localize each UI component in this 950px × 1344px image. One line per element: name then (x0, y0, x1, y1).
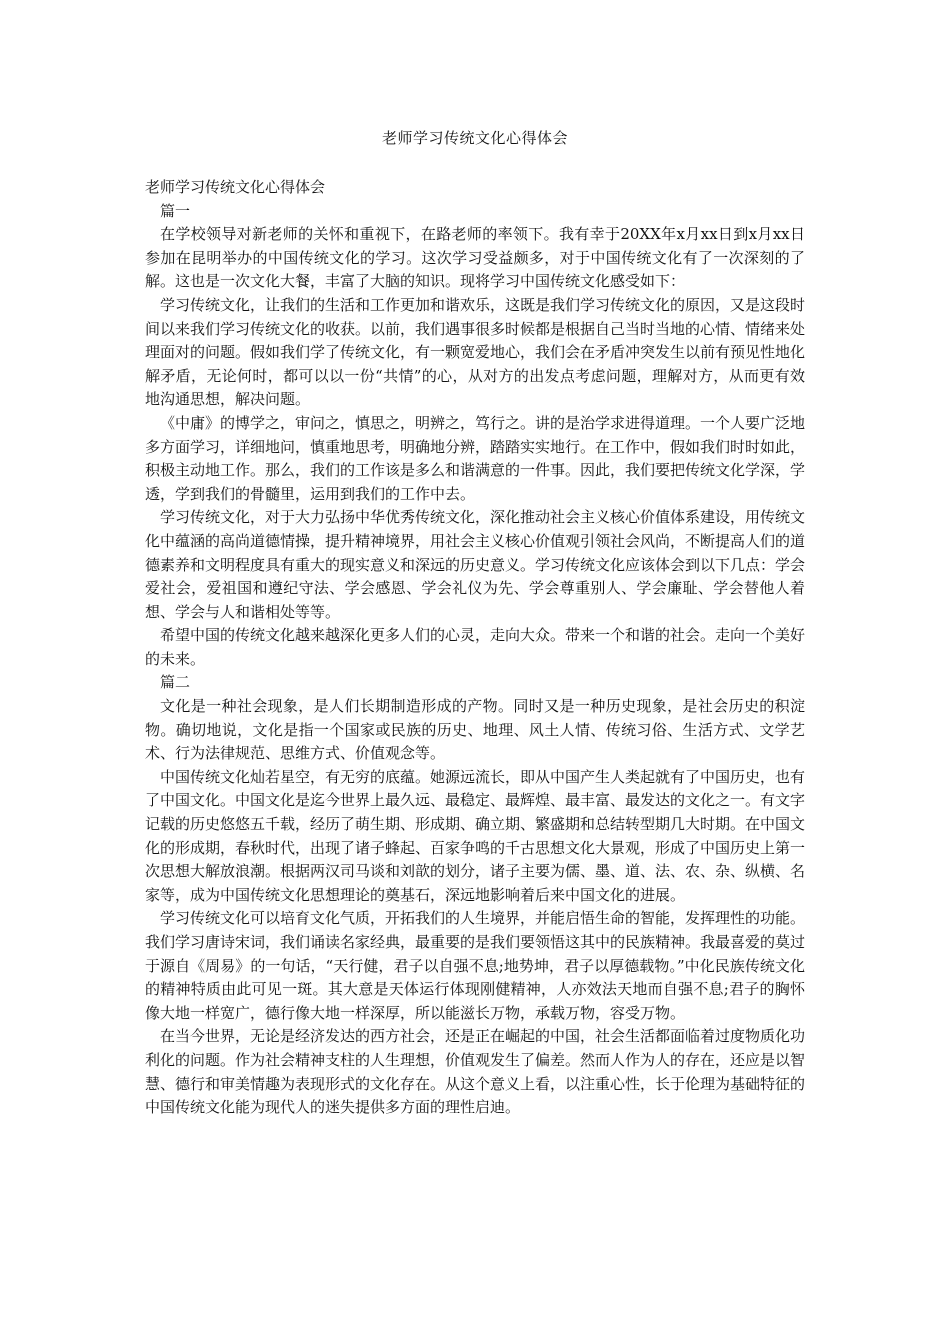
paragraph: 文化是一种社会现象，是人们长期制造形成的产物。同时又是一种历史现象，是社会历史的积淀物。确切地说，文化是指一个国家或民族的历史、地理、风土人情、传统习俗、生活方式、文学艺术、行为法律规范、思维方式、价值观念等。 (145, 697, 805, 763)
paragraph: 学习传统文化可以培育文化气质，开拓我们的人生境界，并能启悟生命的智能，发挥理性的功能。我们学习唐诗宋词，我们诵读名家经典，最重要的是我们要领悟这其中的民族精神。我最喜爱的莫过于源自《周易》的一句话，“天行健，君子以自强不息;地势坤，君子以厚德载物。”中化民族传统文化的精神特质由此可见一斑。其大意是天体运行体现刚健精神，人亦效法天地而自强不息;君子的胸怀像大地一样宽广，德行像大地一样深厚，所以能滋长万物，承载万物，容受万物。 (145, 909, 806, 1022)
paragraph: 在当今世界，无论是经济发达的西方社会，还是正在崛起的中国，社会生活都面临着过度物质化功利化的问题。作为社会精神支柱的人生理想，价值观发生了偏差。然而人作为人的存在，还应是以智慧、德行和审美情趣为表现形式的文化存在。从这个意义上看，以注重心性，长于伦理为基础特征的中国传统文化能为现代人的迷失提供多方面的理性启迪。 (145, 1027, 806, 1117)
paragraph: 中国传统文化灿若星空，有无穷的底蕴。她源远流长，即从中国产生人类起就有了中国历史，也有了中国文化。中国文化是迄今世界上最久远、最稳定、最辉煌、最丰富、最发达的文化之一。有文字记载的历史悠悠五千载，经历了萌生期、形成期、确立期、繁盛期和总结转型期几大时期。在中国文化的形成期，春秋时代，出现了诸子蜂起、百家争鸣的千古思想文化大景观，形成了中国历史上第一次思想大解放浪潮。根据两汉司马谈和刘歆的划分，诸子主要为儒、墨、道、法、农、杂、纵横、名家等，成为中国传统文化思想理论的奠基石，深远地影响着后来中国文化的进展。 (145, 767, 806, 904)
document-subtitle: 老师学习传统文化心得体会 (145, 178, 326, 196)
section-label-2: 篇二 (160, 673, 191, 692)
section-label-1: 篇一 (160, 201, 191, 220)
paragraph: 学习传统文化，对于大力弘扬中华优秀传统文化，深化推动社会主义核心价值体系建设，用传统文化中蕴涵的高尚道德情操，提升精神境界，用社会主义核心价值观引领社会风尚，不断提高人们的道德素养和文明程度具有重大的现实意义和深远的历史意义。学习传统文化应该体会到以下几点：学会爱社会，爱祖国和遵纪守法、学会感恩、学会礼仪为先、学会尊重别人、学会廉耻、学会替他人着想、学会与人和谐相处等等。 (145, 508, 806, 621)
paragraph: 在学校领导对新老师的关怀和重视下，在路老师的率领下。我有幸于20XX年x月xx日到x月xx日参加在昆明举办的中国传统文化的学习。这次学习受益颇多，对于中国传统文化有了一次深刻的了解。这也是一次文化大餐，丰富了大脑的知识。现将学习中国传统文化感受如下： (145, 225, 805, 291)
document-title: 老师学习传统文化心得体会 (381, 129, 568, 147)
paragraph: 《中庸》的博学之，审问之，慎思之，明辨之，笃行之。讲的是治学求进得道理。一个人要广泛地多方面学习，详细地问，慎重地思考，明确地分辨，踏踏实实地行。在工作中，假如我们时时如此，积极主动地工作。那么，我们的工作该是多么和谐满意的一件事。因此，我们要把传统文化学深，学透，学到我们的骨髓里，运用到我们的工作中去。 (145, 413, 806, 503)
paragraph: 学习传统文化，让我们的生活和工作更加和谐欢乐，这既是我们学习传统文化的原因，又是这段时间以来我们学习传统文化的收获。以前，我们遇事很多时候都是根据自己当时当地的心情、情绪来处理面对的问题。假如我们学了传统文化，有一颗宽爱地心，我们会在矛盾冲突发生以前有预见性地化解矛盾，无论何时，都可以以一份“共情”的心，从对方的出发点考虑问题，理解对方，从而更有效地沟通思想，解决问题。 (145, 295, 806, 409)
paragraph: 希望中国的传统文化越来越深化更多人们的心灵，走向大众。带来一个和谐的社会。走向一个美好的未来。 (145, 626, 806, 668)
document-body (145, 176, 805, 1120)
